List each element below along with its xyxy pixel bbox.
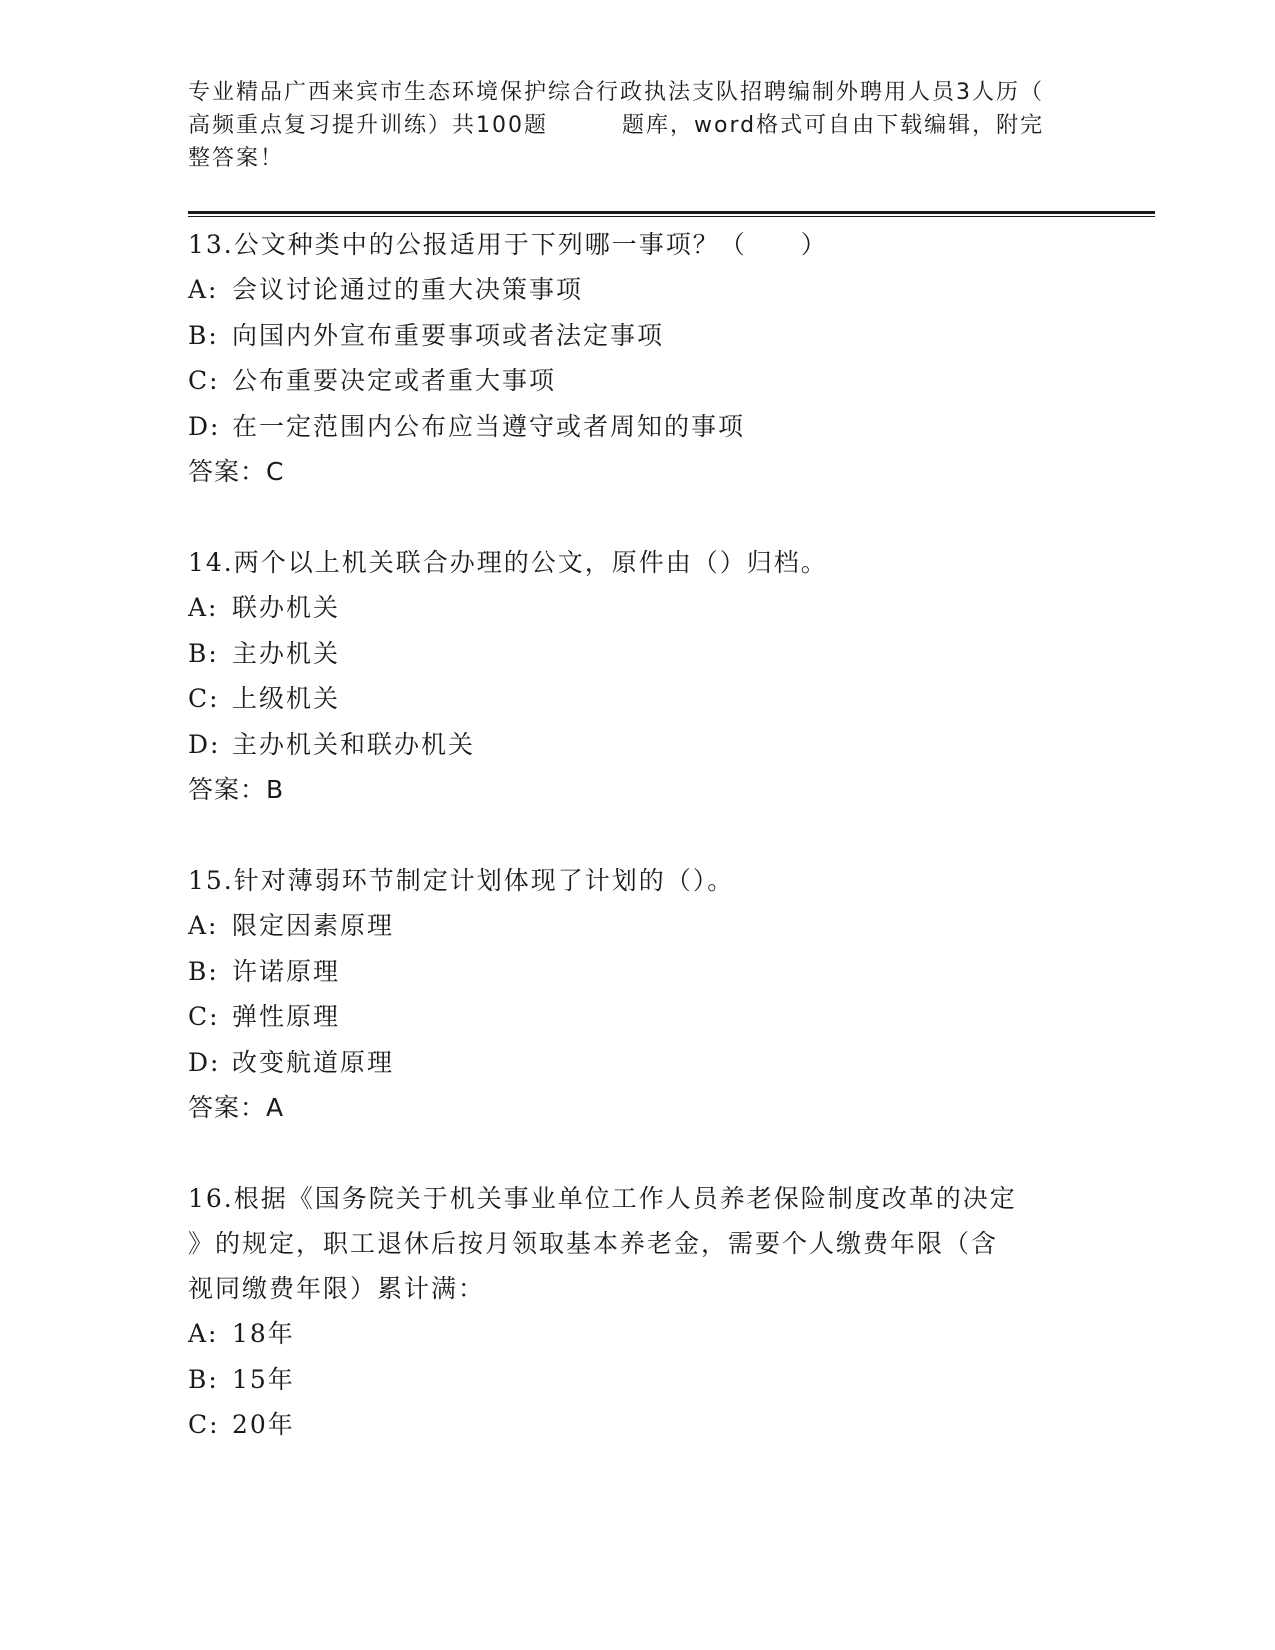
option-letter: C: [188,1410,220,1439]
option-letter: A: [188,1319,219,1348]
question-stem-line-1: 16.根据《国务院关于机关事业单位工作人员养老保险制度改革的决定 [188,1184,1017,1213]
option-c [188,1402,1088,1448]
header-line-2a: 高频重点复习提升训练）共100题 [188,113,548,138]
option-text: 上级机关 [232,684,341,713]
option-text: 公布重要决定或者重大事项 [232,366,557,395]
option-text: 在一定范围内公布应当遵守或者周知的事项 [232,411,746,441]
answer-line: 答案：B [188,775,285,804]
option-text: 联办机关 [232,593,341,622]
option-text: 改变航道原理 [232,1047,395,1077]
option-letter: C: [188,684,220,713]
question-stem: 13.公文种类中的公报适用于下列哪一事项？（ ） [188,230,828,259]
option-a [188,903,1088,949]
option-letter: C: [188,366,220,395]
question-15 [188,858,1088,1131]
option-d [188,404,1088,450]
option-letter: B: [188,320,219,350]
option-text: 向国内外宣布重要事项或者法定事项 [232,320,665,350]
question-stem: 14.两个以上机关联合办理的公文，原件由（）归档。 [188,548,828,577]
option-b [188,949,1088,995]
option-text: 弹性原理 [232,1002,341,1031]
question-stem-line-2: 》的规定，职工退休后按月领取基本养老金，需要个人缴费年限（含 [188,1229,999,1258]
option-letter: B: [188,1364,219,1394]
header-line-2b: 题库，word格式可自由下载编辑，附完 [622,113,1045,138]
option-text: 主办机关和联办机关 [232,729,476,759]
option-letter: C: [188,1002,220,1031]
option-letter: A: [188,275,219,304]
question-14 [188,540,1088,813]
option-letter: B: [188,638,219,668]
option-text: 主办机关 [232,638,341,668]
option-b [188,1357,1088,1403]
header-line-2 [188,109,1078,142]
question-13 [188,222,1088,495]
option-d [188,1040,1088,1086]
answer-line: 答案：A [188,1093,285,1122]
option-c [188,676,1088,722]
option-text: 会议讨论通过的重大决策事项 [232,275,584,304]
option-text: 许诺原理 [232,956,341,986]
option-text: 限定因素原理 [232,911,395,940]
option-letter: D: [188,729,221,759]
option-c [188,358,1088,404]
option-text: 20年 [232,1410,295,1439]
option-letter: A: [188,911,219,940]
header-divider-thick [188,211,1155,214]
option-text: 15年 [232,1364,295,1394]
option-letter: B: [188,956,219,986]
question-16 [188,1176,1088,1448]
document-header [188,76,1078,175]
question-stem-line-3: 视同缴费年限）累计满： [188,1274,486,1303]
option-d [188,722,1088,768]
option-letter: D: [188,1047,221,1077]
header-line-1: 专业精品广西来宾市生态环境保护综合行政执法支队招聘编制外聘用人员3人历（ [188,80,1044,105]
header-divider-thin [188,216,1155,217]
option-a [188,1311,1088,1357]
option-b [188,313,1088,359]
option-a [188,585,1088,631]
option-text: 18年 [232,1319,295,1348]
option-letter: A: [188,593,219,622]
header-line-3: 整答案！ [188,146,285,171]
option-b [188,631,1088,677]
option-a [188,267,1088,313]
option-letter: D: [188,411,221,441]
question-stem: 15.针对薄弱环节制定计划体现了计划的（）。 [188,866,735,895]
answer-line: 答案：C [188,457,285,486]
option-c [188,994,1088,1040]
